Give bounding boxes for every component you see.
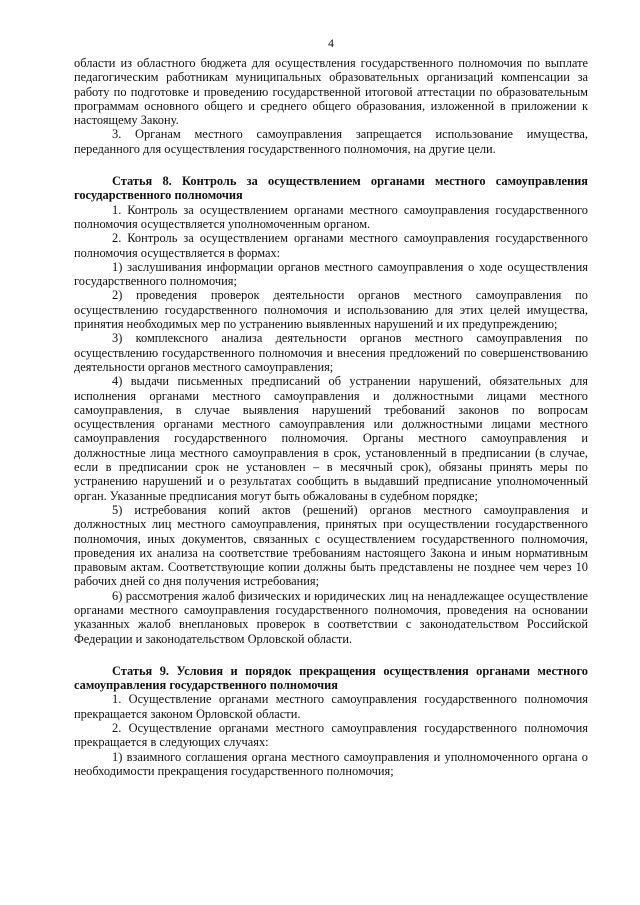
- article-8-paragraph: 5) истребования копий актов (решений) органов местного самоуправления и должностных лиц местного самоуправления, принятых при осуществлении государственного полномочия, иных документов, связанных с осуществлением государственного полномочия, проведения их анализа на соответствие требованиям настоящего Закона и иным нормативным правовым актам. Соответствующие копии должны быть представлены не позднее чем через 10 рабочих дней со дня получения истребования;: [74, 502, 588, 589]
- article-8-paragraph: 1) заслушивания информации органов местного самоуправления о ходе осуществления государственного полномочия;: [74, 259, 588, 289]
- article-8-paragraph: 3) комплексного анализа деятельности органов местного самоуправления по осуществлению государственного полномочия и внесения предложений по совершенствованию деятельности органов местного самоуправления;: [74, 331, 588, 374]
- article-9-heading: Статья 9. Условия и порядок прекращения осуществления органами местного самоуправления государственного полномочия: [74, 663, 588, 693]
- article-8-paragraph: 6) рассмотрения жалоб физических и юридических лиц на ненадлежащее осуществление органами местного самоуправления государственного полномочия, проведения на основании указанных жалоб внеплановых проверок в соответствии с законодательством Российской Федерации и законодательством Орловской области.: [74, 588, 588, 646]
- paragraph-3: 3. Органам местного самоуправления запрещается использование имущества, переданного для осуществления государственного полномочия, на другие цели.: [74, 127, 588, 156]
- article-8-paragraph: 2) проведения проверок деятельности органов местного самоуправления по осуществлению государственного полномочия и использованию для этих целей имущества, принятия необходимых мер по устранению выявленных нарушений и их предупреждению;: [74, 288, 588, 332]
- article-8-paragraph: 4) выдачи письменных предписаний об устранении нарушений, обязательных для исполнения органами местного самоуправления и должностными лицами местного самоуправления, в случае выявления нарушений требований законов по вопросам осуществления органами местного самоуправления или должностными лицами местного самоуправления государственного полномочия. Органы местного самоуправления и должностные лица местного самоуправления в срок, установленный в предписании (в случае, если в предписании срок не установлен – в месячный срок), обязаны принять меры по устранению нарушений и о результатах сообщить в выдавший предписание уполномоченный орган. Указанные предписания могут быть обжалованы в судебном порядке;: [74, 374, 588, 503]
- paragraph-continuation: области из областного бюджета для осуществления государственного полномочия по выплате педагогическим работникам муниципальных образовательных организаций компенсации за работу по подготовке и проведению государственной итоговой аттестации по образовательным программам основного общего и среднего общего образования, изложенной в приложении к настоящему Закону.: [74, 56, 588, 128]
- page-number: 4: [328, 36, 334, 50]
- article-9-paragraph: 1. Осуществление органами местного самоуправления государственного полномочия прекращается законом Орловской области.: [74, 692, 588, 721]
- article-9-paragraph: 2. Осуществление органами местного самоуправления государственного полномочия прекращается в следующих случаях:: [74, 721, 588, 750]
- article-8-paragraph: 2. Контроль за осуществлением органами местного самоуправления государственного полномочия осуществляется в формах:: [74, 231, 588, 260]
- article-8-paragraph: 1. Контроль за осуществлением органами местного самоуправления государственного полномочия осуществляется уполномоченным органом.: [74, 202, 588, 231]
- article-9-paragraph: 1) взаимного соглашения органа местного самоуправления и уполномоченного органа о необходимости прекращения государственного полномочия;: [74, 749, 588, 778]
- article-8-heading: Статья 8. Контроль за осуществлением органами местного самоуправления государственного полномочия: [74, 174, 588, 203]
